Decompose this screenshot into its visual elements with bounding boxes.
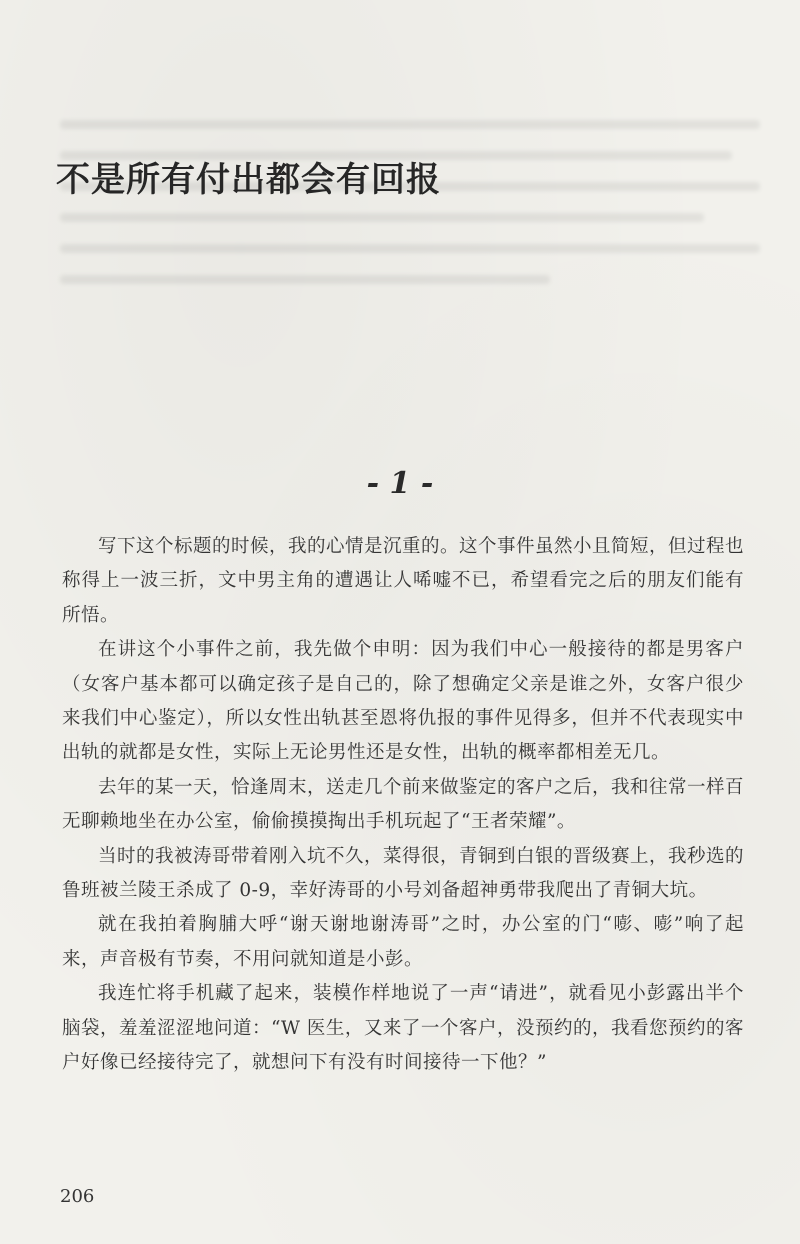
paragraph: 写下这个标题的时候，我的心情是沉重的。这个事件虽然小且简短，但过程也称得上一波三折，文中男主角的遭遇让人唏嘘不已，希望看完之后的朋友们能有所悟。 [62,536,745,626]
body-text [62,530,744,1081]
paragraph: 在讲这个小事件之前，我先做个申明：因为我们中心一般接待的都是男客户（女客户基本都可以确定孩子是自己的，除了想确定父亲是谁之外，女客户很少来我们中心鉴定），所以女性出轨甚至恩将仇报的事件见得多，但并不代表现实中出轨的就都是女性，实际上无论男性还是女性，出轨的概率都相差无几。 [62,639,744,764]
chapter-title: 不是所有付出都会有回报 [56,160,441,200]
page-number: 206 [60,1186,95,1207]
paragraph: 就在我拍着胸脯大呼“谢天谢地谢涛哥”之时，办公室的门“嘭、嘭”响了起来，声音极有节奏，不用问就知道是小彭。 [62,914,744,970]
paragraph: 当时的我被涛哥带着刚入坑不久，菜得很，青铜到白银的晋级赛上，我秒选的鲁班被兰陵王杀成了 0-9，幸好涛哥的小号刘备超神勇带我爬出了青铜大坑。 [62,845,745,902]
paragraph: 我连忙将手机藏了起来，装模作样地说了一声“请进”，就看见小彭露出半个脑袋，羞羞涩涩地问道：“W 医生，又来了一个客户，没预约的，我看您预约的客户好像已经接待完了，就想问下有没有时间接待一下他？” [62,983,744,1074]
section-number: - 1 - [366,466,434,501]
paragraph: 去年的某一天，恰逢周末，送走几个前来做鉴定的客户之后，我和往常一样百无聊赖地坐在办公室，偷偷摸摸掏出手机玩起了“王者荣耀”。 [62,776,745,833]
